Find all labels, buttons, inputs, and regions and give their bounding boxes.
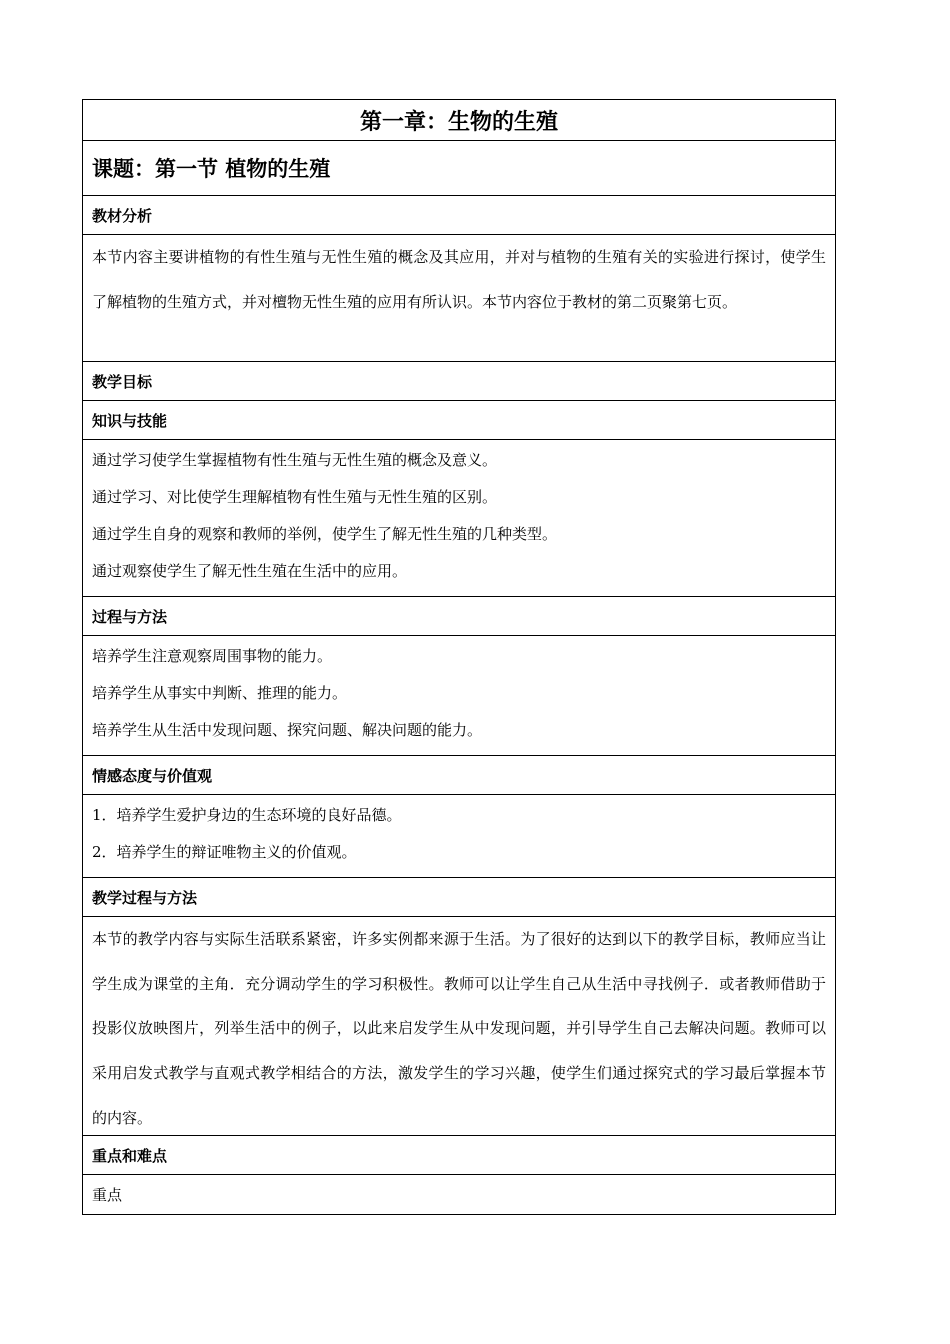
list-item: 培养学生注意观察周围事物的能力。	[92, 647, 333, 665]
process-methods-heading: 过程与方法	[83, 596, 835, 635]
material-analysis-text: 本节内容主要讲植物的有性生殖与无性生殖的概念及其应用，并对与植物的生殖有关的实验进行探讨，使学生了解植物的生殖方式，并对檀物无性生殖的应用有所认识。本节内容位于教材的第二页聚第七页。	[83, 234, 835, 361]
teaching-process-text: 本节的教学内容与实际生活联系紧密，许多实例都来源于生活。为了很好的达到以下的教学目标，教师应当让学生成为课堂的主角．充分调动学生的学习积极性。教师可以让学生自己从生活中寻找例子．或者教师借助于投影仪放映图片，列举生活中的例子，以此来启发学生从中发现问题，并引导学生自己去解决问题。教师可以采用启发式教学与直观式教学相结合的方法，激发学生的学习兴趣，使学生们通过探究式的学习最后掌握本节的内容。	[83, 916, 835, 1135]
list-item: 培养学生从事实中判断、推理的能力。	[92, 684, 348, 702]
chapter-title: 第一章：生物的生殖	[359, 109, 558, 135]
list-item: 通过学习使学生掌握植物有性生殖与无性生殖的概念及意义。	[92, 451, 498, 469]
list-item: 2．培养学生的辩证唯物主义的价值观。	[92, 843, 357, 861]
emotion-values-list	[83, 794, 835, 877]
knowledge-skills-list	[83, 439, 835, 596]
emotion-values-heading: 情感态度与价值观	[83, 755, 835, 794]
knowledge-skills-heading: 知识与技能	[83, 400, 835, 439]
process-methods-list	[83, 635, 835, 755]
key-difficult-heading: 重点和难点	[83, 1135, 835, 1174]
key-points-text: 重点	[83, 1174, 835, 1214]
teaching-process-heading: 教学过程与方法	[83, 877, 835, 916]
list-item: 通过学生自身的观察和教师的举例，使学生了解无性生殖的几种类型。	[92, 525, 558, 543]
material-analysis-heading: 教材分析	[83, 195, 835, 234]
lesson-title: 课题：第一节 植物的生殖	[83, 140, 835, 195]
list-item: 培养学生从生活中发现问题、探究问题、解决问题的能力。	[92, 721, 483, 739]
lesson-plan-table	[82, 99, 836, 1215]
teaching-goals-heading: 教学目标	[83, 361, 835, 400]
list-item: 通过学习、对比使学生理解植物有性生殖与无性生殖的区别。	[92, 488, 498, 506]
list-item: 1．培养学生爱护身边的生态环境的良好品德。	[92, 806, 402, 824]
list-item: 通过观察使学生了解无性生殖在生活中的应用。	[92, 562, 408, 580]
